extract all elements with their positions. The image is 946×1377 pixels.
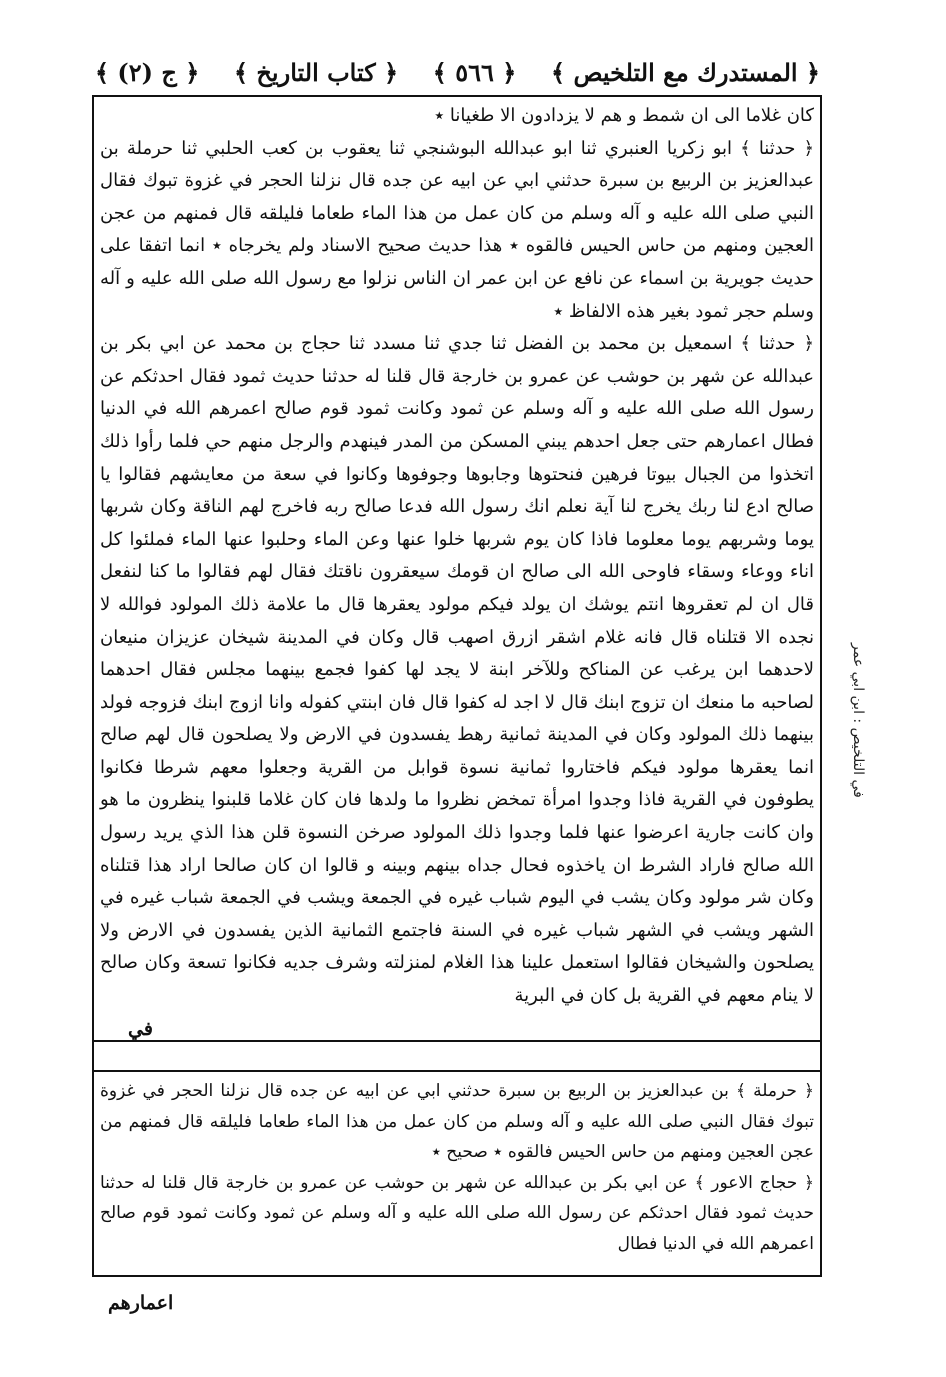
volume-number: ﴿ ج (٢) ﴾ — [95, 57, 200, 87]
summary-paragraph-2: ﴿ حجاج الاعور ﴾ عن ابي بكر بن عبدالله عن شهر بن حوشب عن عمرو بن خارجة قال قلنا له حدثنا حديث ثمود فقال احدثكم عن رسول الله صلى الله عليه و آله وسلم عن ثمود وكانت ثمود قوم صالح اعمرهم الله في الدنيا فطال — [100, 1172, 814, 1254]
main-text — [100, 100, 814, 1013]
summary-catchword: اعمارهم — [108, 1292, 174, 1314]
main-catchword: في — [128, 1018, 153, 1040]
main-paragraph-3: ﴿ حدثنا ﴾ اسمعيل بن محمد بن الفضل ثنا جدي ثنا مسدد ثنا حجاج بن محمد عن ابي بكر بن عبدالله عن شهر بن حوشب عن عمرو بن خارجة قال قلنا له حدثنا حديث ثمود فقال احدثكم عن رسول الله صلى الله عليه و آله وسلم عن ثمود وكانت ثمود قوم صالح اعمرهم الله في الدنيا فطال اعمارهم حتى جعل احدهم يبني المسكن من المدر فينهدم والرجل منهم حي فلما رأوا ذلك اتخذوا من الجبال بيوتا فرهين فنحتوها وجابوها وجوفوها وكانوا في سعة من معايشهم فقالوا يا صالح ادع لنا ربك يخرج لنا آية نعلم انك رسول الله فدعا صالح ربه فاخرج لهم الناقة وكان شربها يوما وشربهم يوما معلوما فاذا كان يوم شربها خلوا عنها وعن الماء وحلبوا عنها الماء فملئوا كل اناء ووعاء وسقاء فاوحى الله الى صالح ان قومك سيعقرون ناقتك فقال لهم فقالوا ما كنا لنفعل قال ان لم تعقروها انتم يوشك ان يولد فيكم مولود يعقرها قال ما علامة ذلك المولود فوالله لا نجده الا قتلناه قال فانه غلام اشقر ازرق اصهب قال وكان في المدينة شيخان عزيزان منيعان لاحدهما ابن يرغب عن المناكح وللآخر ابنة لا يجد لها كفوا فجمع بينهما مجلس فقال احدهما لصاحبه ما منعك ان تزوج ابنك قال لا اجد له كفوا قال فان ابنتي كفوله وانا ازوج ابنك فزوجه فولد بينهما ذلك المولود وكان في المدينة ثمانية رهط يفسدون في الارض ولا يصلحون قال لهم صالح انما يعقرها مولود فيكم فاختاروا ثمانية نسوة قوابل من القرية وجعلوا معهم شرطا فكانوا يطوفون في القرية فاذا وجدوا امرأة تمخض نظروا ما ولدها فان كان غلاما قلبنوا ينظرون ما هو وان كانت جارية اعرضوا عنها فلما وجدوا ذلك المولود صرخن النسوة قلن هذا الذي يريد رسول الله صالح فاراد الشرط ان ياخذوه فحال جداه بينهم وبينه و قالوا ان كان صالحا اراد هذا قتلناه وكان شر مولود وكان يشب في اليوم شباب غيره في الجمعة ويشب في الجمعة شباب غيره في الشهر ويشب في الشهر شباب غيره في السنة فاجتمع الثمانية الذين يفسدون في الارض ولا يصلحون والشيخان فقالوا استعمل علينا هذا الغلام لمنزلته وشرف جديه فكانوا تسعة وكان صالح لا ينام معهم في القرية بل كان في البرية — [100, 333, 814, 1007]
summary-paragraph-1: ﴿ حرملة ﴾ بن عبدالعزيز بن الربيع بن سبرة حدثني ابي عن ابيه عن جده قال نزلنا الحجر في غزوة تبوك فقال النبي صلى الله عليه و آله وسلم من كان عمل من هذا الماء طعاما فليلقه قال فمنهم من عجن العجين ومنهم من حاس الحيس فالقوه ٭ صحيح ٭ — [100, 1081, 814, 1162]
page-header — [95, 52, 820, 92]
summary-text — [100, 1076, 814, 1259]
margin-note: في التلخيص : ابن ابي عمر — [850, 642, 866, 798]
divider-bottom — [92, 1070, 822, 1072]
main-paragraph-1: كان غلاما الى ان شمط و هم لا يزدادون الا طغيانا ٭ — [434, 105, 814, 126]
chapter-title: ﴿ كتاب التاريخ ﴾ — [234, 57, 399, 87]
book-title: ﴿ المستدرك مع التلخيص ﴾ — [551, 57, 820, 87]
divider-top — [92, 1040, 822, 1042]
summary-end-rule — [92, 1275, 822, 1277]
page-number: ﴿ ٥٦٦ ﴾ — [432, 57, 517, 87]
main-paragraph-2: ﴿ حدثنا ﴾ ابو زكريا العنبري ثنا ابو عبدالله البوشنجي ثنا يعقوب بن كعب الحلبي ثنا حرملة بن عبدالعزيز بن الربيع بن سبرة حدثني ابي عن ابيه عن جده قال نزلنا الحجر في غزوة تبوك فقال النبي صلى الله عليه و آله وسلم من كان عمل من هذا الماء طعاما فليلقه قال فمنهم من عجن العجين ومنهم من حاس الحيس فالقوه ٭ هذا حديث صحيح الاسناد ولم يخرجاه ٭ انما اتفقا على حديث جويرية بن اسماء عن نافع عن ابن عمر ان الناس نزلوا مع رسول الله صلى الله عليه و آله وسلم حجر ثمود بغير هذه الالفاظ ٭ — [100, 137, 814, 322]
